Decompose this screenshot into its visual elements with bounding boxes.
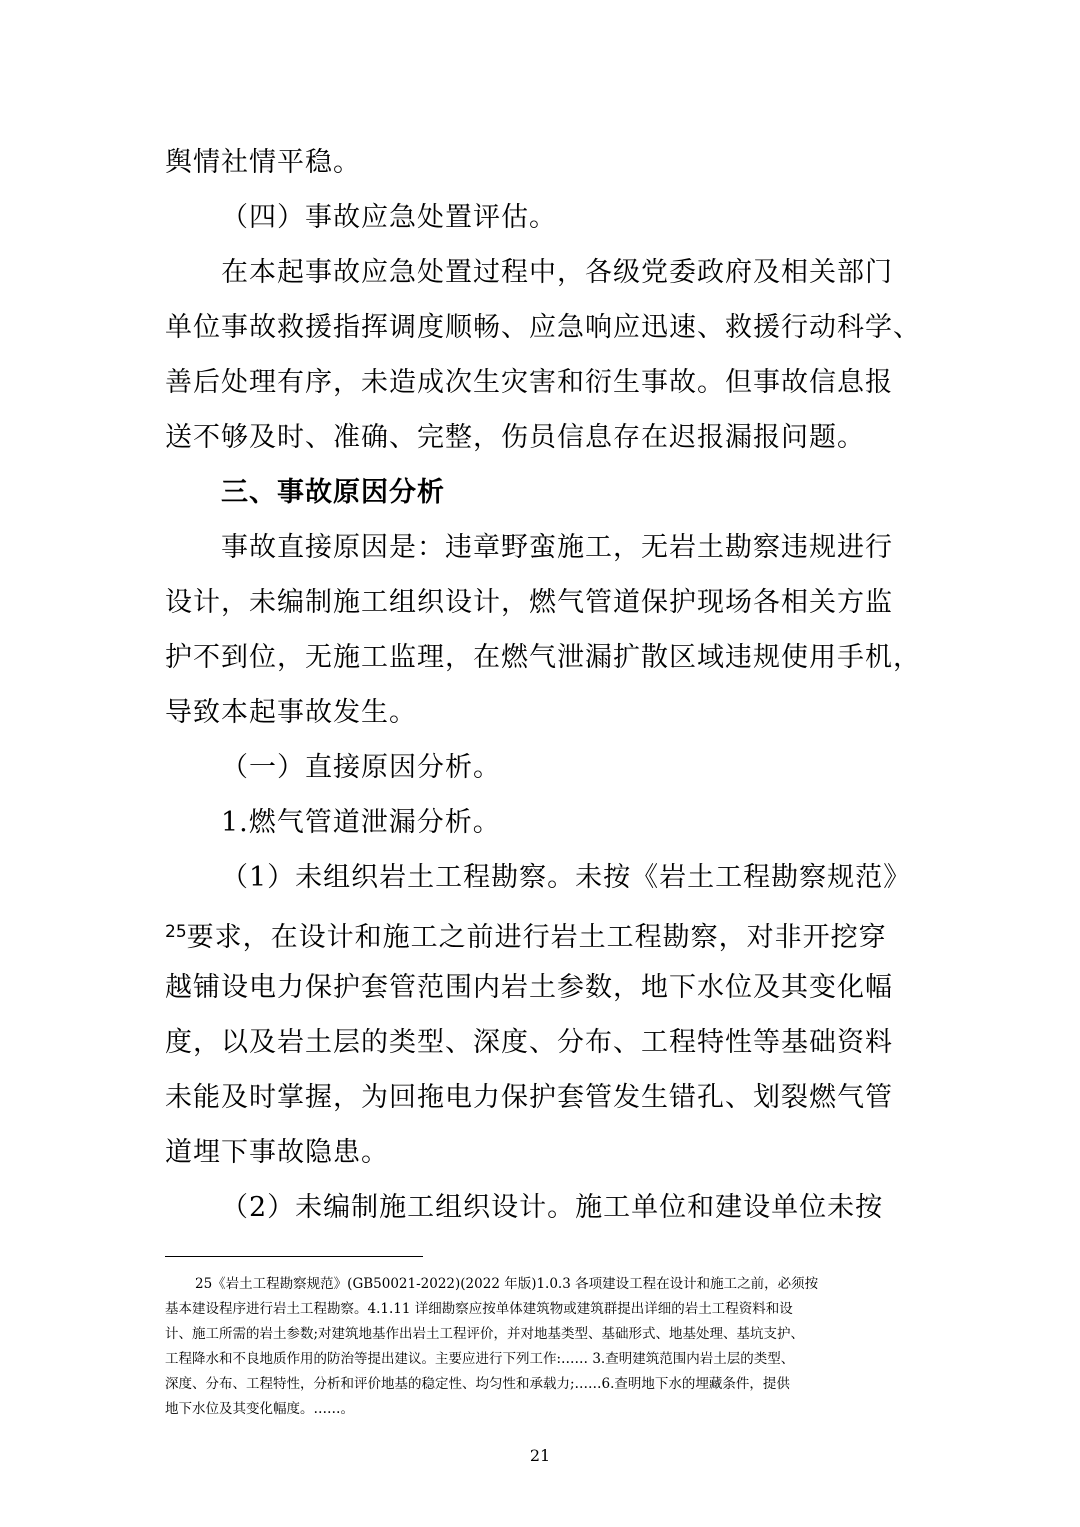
subsection-heading: （一）直接原因分析。 [221,752,501,783]
footnote-line: 计、施工所需的岩土参数;对建筑地基作出岩土工程评价，并对地基类型、基础形式、地基处理、基坑支护、 [165,1326,805,1342]
footnote [165,1272,925,1422]
footnote-separator [165,1256,423,1257]
paragraph-line: 道埋下事故隐患。 [165,1137,389,1168]
subsection-heading: （四）事故应急处置评估。 [221,202,557,233]
page-number: 21 [529,1446,551,1465]
paragraph-line: 在本起事故应急处置过程中，各级党委政府及相关部门 [221,257,893,288]
paragraph-line: 设计，未编制施工组织设计，燃气管道保护现场各相关方监 [165,587,893,618]
paragraph-line: 护不到位，无施工监理，在燃气泄漏扩散区域违规使用手机， [165,642,921,673]
paragraph-line: 单位事故救援指挥调度顺畅、应急响应迅速、救援行动科学、 [165,312,921,343]
document-body [165,135,920,1235]
paragraph-line: 度，以及岩土层的类型、深度、分布、工程特性等基础资料 [165,1027,893,1058]
paragraph-line: 送不够及时、准确、完整，伤员信息存在迟报漏报问题。 [165,422,865,453]
footnote-line: 工程降水和不良地质作用的防治等提出建议。主要应进行下列工作:…… 3.查明建筑范围内岩土层的类型、 [165,1351,795,1367]
paragraph-line: 导致本起事故发生。 [165,697,417,728]
paragraph-line: 舆情社情平稳。 [165,147,361,178]
footnote-reference: 25 [165,922,187,942]
item-heading: 1.燃气管道泄漏分析。 [221,807,501,838]
paragraph-line: （1）未组织岩土工程勘察。未按《岩土工程勘察规范》 [221,862,912,893]
paragraph-line: （2）未编制施工组织设计。施工单位和建设单位未按 [221,1192,884,1223]
footnote-line: 25《岩土工程勘察规范》(GB50021-2022)(2022 年版)1.0.3 各项建设工程在设计和施工之前，必须按 [195,1276,819,1292]
section-heading: 三、事故原因分析 [221,477,445,508]
paragraph-line: 事故直接原因是：违章野蛮施工，无岩土勘察违规进行 [221,532,893,563]
footnote-line: 基本建设程序进行岩土工程勘察。4.1.11 详细勘察应按单体建筑物或建筑群提出详细的岩土工程资料和设 [165,1301,793,1317]
footnote-line: 深度、分布、工程特性，分析和评价地基的稳定性、均匀性和承载力;……6.查明地下水的埋藏条件，提供 [165,1376,790,1392]
paragraph-line: 善后处理有序，未造成次生灾害和衍生事故。但事故信息报 [165,367,893,398]
paragraph-line: 未能及时掌握，为回拖电力保护套管发生错孔、划裂燃气管 [165,1082,893,1113]
footnote-line: 地下水位及其变化幅度。……。 [165,1401,354,1417]
paragraph-line: 越铺设电力保护套管范围内岩土参数，地下水位及其变化幅 [165,972,893,1003]
paragraph-line-with-footnote [165,905,920,960]
paragraph-line-text: 要求，在设计和施工之前进行岩土工程勘察，对非开挖穿 [186,922,887,953]
